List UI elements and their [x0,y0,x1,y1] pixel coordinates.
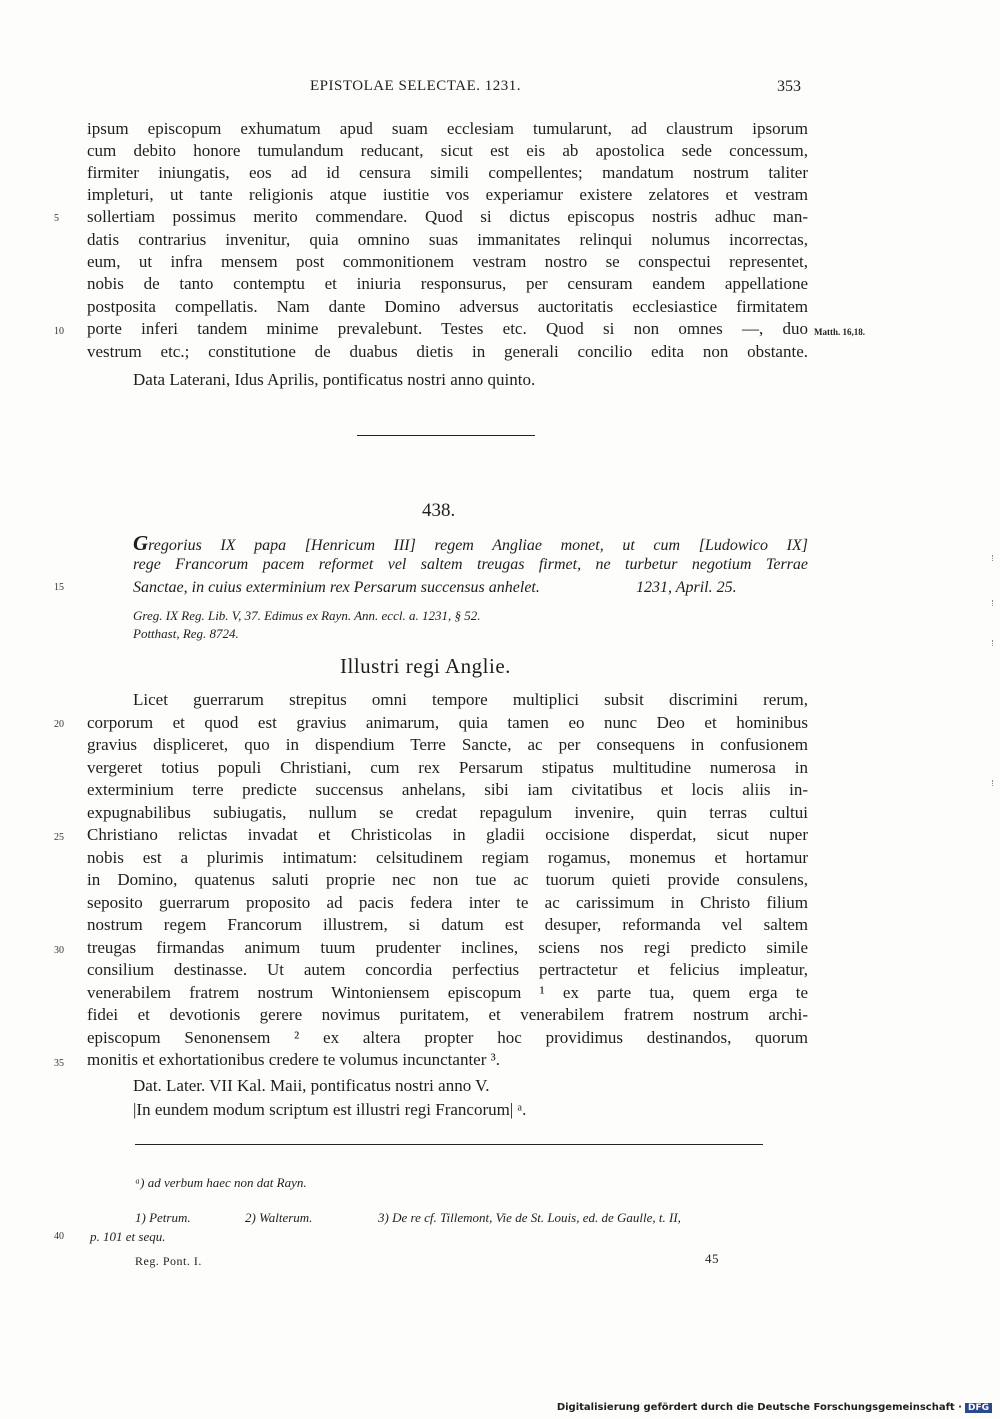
text-line: postposita compellatis. Nam dante Domino adversus auctoritatis ecclesiastice firmitatem [87,297,808,316]
signature-mark: Reg. Pont. I. [135,1254,202,1268]
text-line: consilium destinasse. Ut autem concordia perfectius pertractetur et felicius impleatur, [87,960,808,979]
summary-line: Gregorius IX papa [Henricum III] regem Angliae monet, ut cum [Ludowico IX] [133,531,808,555]
text-line: sollertiam possimus merito commendare. Quod si dictus episcopus nostris adhuc man- [87,207,808,226]
text-line: Christiano relictas invadat et Christicolas in gladii occisione disperdat, sicut nuper [87,825,808,844]
text-line: nostrum regem Francorum illustrem, si datum est desuper, reformanda vel saltem [87,915,808,934]
running-title: EPISTOLAE SELECTAE. 1231. [310,78,522,94]
line-number: 35 [54,1058,64,1069]
text-line: impleturi, ut tante religionis atque iustitie vos experiamur existere zelatores et vestram [87,185,808,204]
scan-mark [992,640,996,646]
text-line: datis contrarius invenitur, quia omnino suas immanitates relinqui nolumus incorrectas, [87,230,808,249]
text-line: porte inferi tandem minime prevalebunt. Testes etc. Quod si non omnes —, duo [87,319,808,338]
scan-mark [992,600,996,606]
margin-reference: Matth. 16,18. [814,327,865,337]
scan-mark [992,555,996,561]
footnote-1: 1) Petrum. [135,1210,191,1225]
line-number: 20 [54,719,64,730]
line-number: 25 [54,832,64,843]
text-line: eum, ut infra mensem post commonitionem vestram nostro se conspectui representet, [87,252,808,271]
text-line: vergeret totius populi Christiani, cum rex Persarum stipatus multitudine numerosa in [87,758,808,777]
text-line: Licet guerrarum strepitus omni tempore multiplici subsit discrimini rerum, [133,690,808,709]
page-number: 353 [777,78,801,95]
text-line: gravius displiceret, quo in dispendium Terre Sancte, ac per consequens in confusionem [87,735,808,754]
addressee-heading: Illustri regi Anglie. [340,654,511,678]
section-separator [357,435,535,436]
line-number: 30 [54,945,64,956]
text-line: firmiter iniungatis, eos ad id censura simili compellentes; mandatum nostrum taliter [87,163,808,182]
footnote-2: 2) Walterum. [245,1210,313,1225]
footnote-3-cont: p. 101 et sequ. [90,1229,166,1244]
source-line: Greg. IX Reg. Lib. V, 37. Edimus ex Rayn. Ann. eccl. a. 1231, § 52. [133,608,481,623]
text-line: cum debito honore tumulandum reducant, sicut est eis ab apostolica sede concessum, [87,141,808,160]
text-line: seposito guerrarum proposito ad pacis federa inter te ac carissimum in Christo filium [87,893,808,912]
funding-credit: Digitalisierung gefördert durch die Deutsche Forschungsgemeinschaft · DFG [557,1402,992,1413]
text-line: corporum et quod est gravius animarum, quia tamen eo nunc Deo et hominibus [87,713,808,732]
note-line: |In eundem modum scriptum est illustri regi Francorum| ᵃ. [133,1100,527,1119]
text-line: in Domino, quatenus saluti proprie nec non tue ac tuorum quieti provide consulens, [87,870,808,889]
footnote-rule [135,1144,763,1145]
text-line: episcopum Senonensem ² ex altera propter hoc providimus destinandos, quorum [87,1028,808,1047]
dating-line: Dat. Later. VII Kal. Maii, pontificatus nostri anno V. [133,1076,490,1095]
text-line: expugnabilibus subiugatis, nullum se credat repagulum invenire, quin terras cultui [87,803,808,822]
summary-line: Sanctae, in cuius exterminium rex Persarum succensus anhelet. [133,579,540,596]
summary-line: rege Francorum pacem reformet vel saltem treugas firmet, ne turbetur negotium Terrae [133,556,808,573]
line-number: 5 [54,213,59,224]
text-line: exterminium terre predicte succensus anhelans, sibi iam civitatibus et locis aliis in- [87,780,808,799]
text-line: monitis et exhortationibus credere te volumus incunctanter ³. [87,1050,500,1069]
signature-number: 45 [705,1251,719,1266]
line-number: 10 [54,326,64,337]
footnote-a: ᵃ) ad verbum haec non dat Rayn. [135,1175,307,1190]
document-number: 438. [422,500,456,521]
text-line: ipsum episcopum exhumatum apud suam ecclesiam tumularunt, ad claustrum ipsorum [87,119,808,138]
line-number: 40 [54,1231,64,1242]
line-number: 15 [54,582,64,593]
summary-date: 1231, April. 25. [636,579,737,596]
text-line: vestrum etc.; constitutione de duabus dietis in generali concilio edita non obstante. [87,342,808,361]
footnote-3: 3) De re cf. Tillemont, Vie de St. Louis, ed. de Gaulle, t. II, [378,1210,681,1225]
scan-mark [992,780,996,786]
text-line: fidei et devotionis gerere novimus puritatem, et venerabilem fratrem nostrum archi- [87,1005,808,1024]
text-line: treugas firmandas animum tuum prudenter inclines, sciens nos regi predicto simile [87,938,808,957]
dfg-logo: DFG [965,1403,992,1413]
dating-line: Data Laterani, Idus Aprilis, pontificatus nostri anno quinto. [133,370,536,389]
initial-letter: G [133,531,149,555]
text-line: nobis est a plurimis intimatum: celsitudinem regiam rogamus, monemus et hortamur [87,848,808,867]
text-line: venerabilem fratrem nostrum Wintoniensem episcopum ¹ ex parte tua, quem erga te [87,983,808,1002]
source-line: Potthast, Reg. 8724. [133,626,239,641]
text-line: nobis de tanto contemptu et iniuria responsurus, per censuram eandem appellatione [87,274,808,293]
